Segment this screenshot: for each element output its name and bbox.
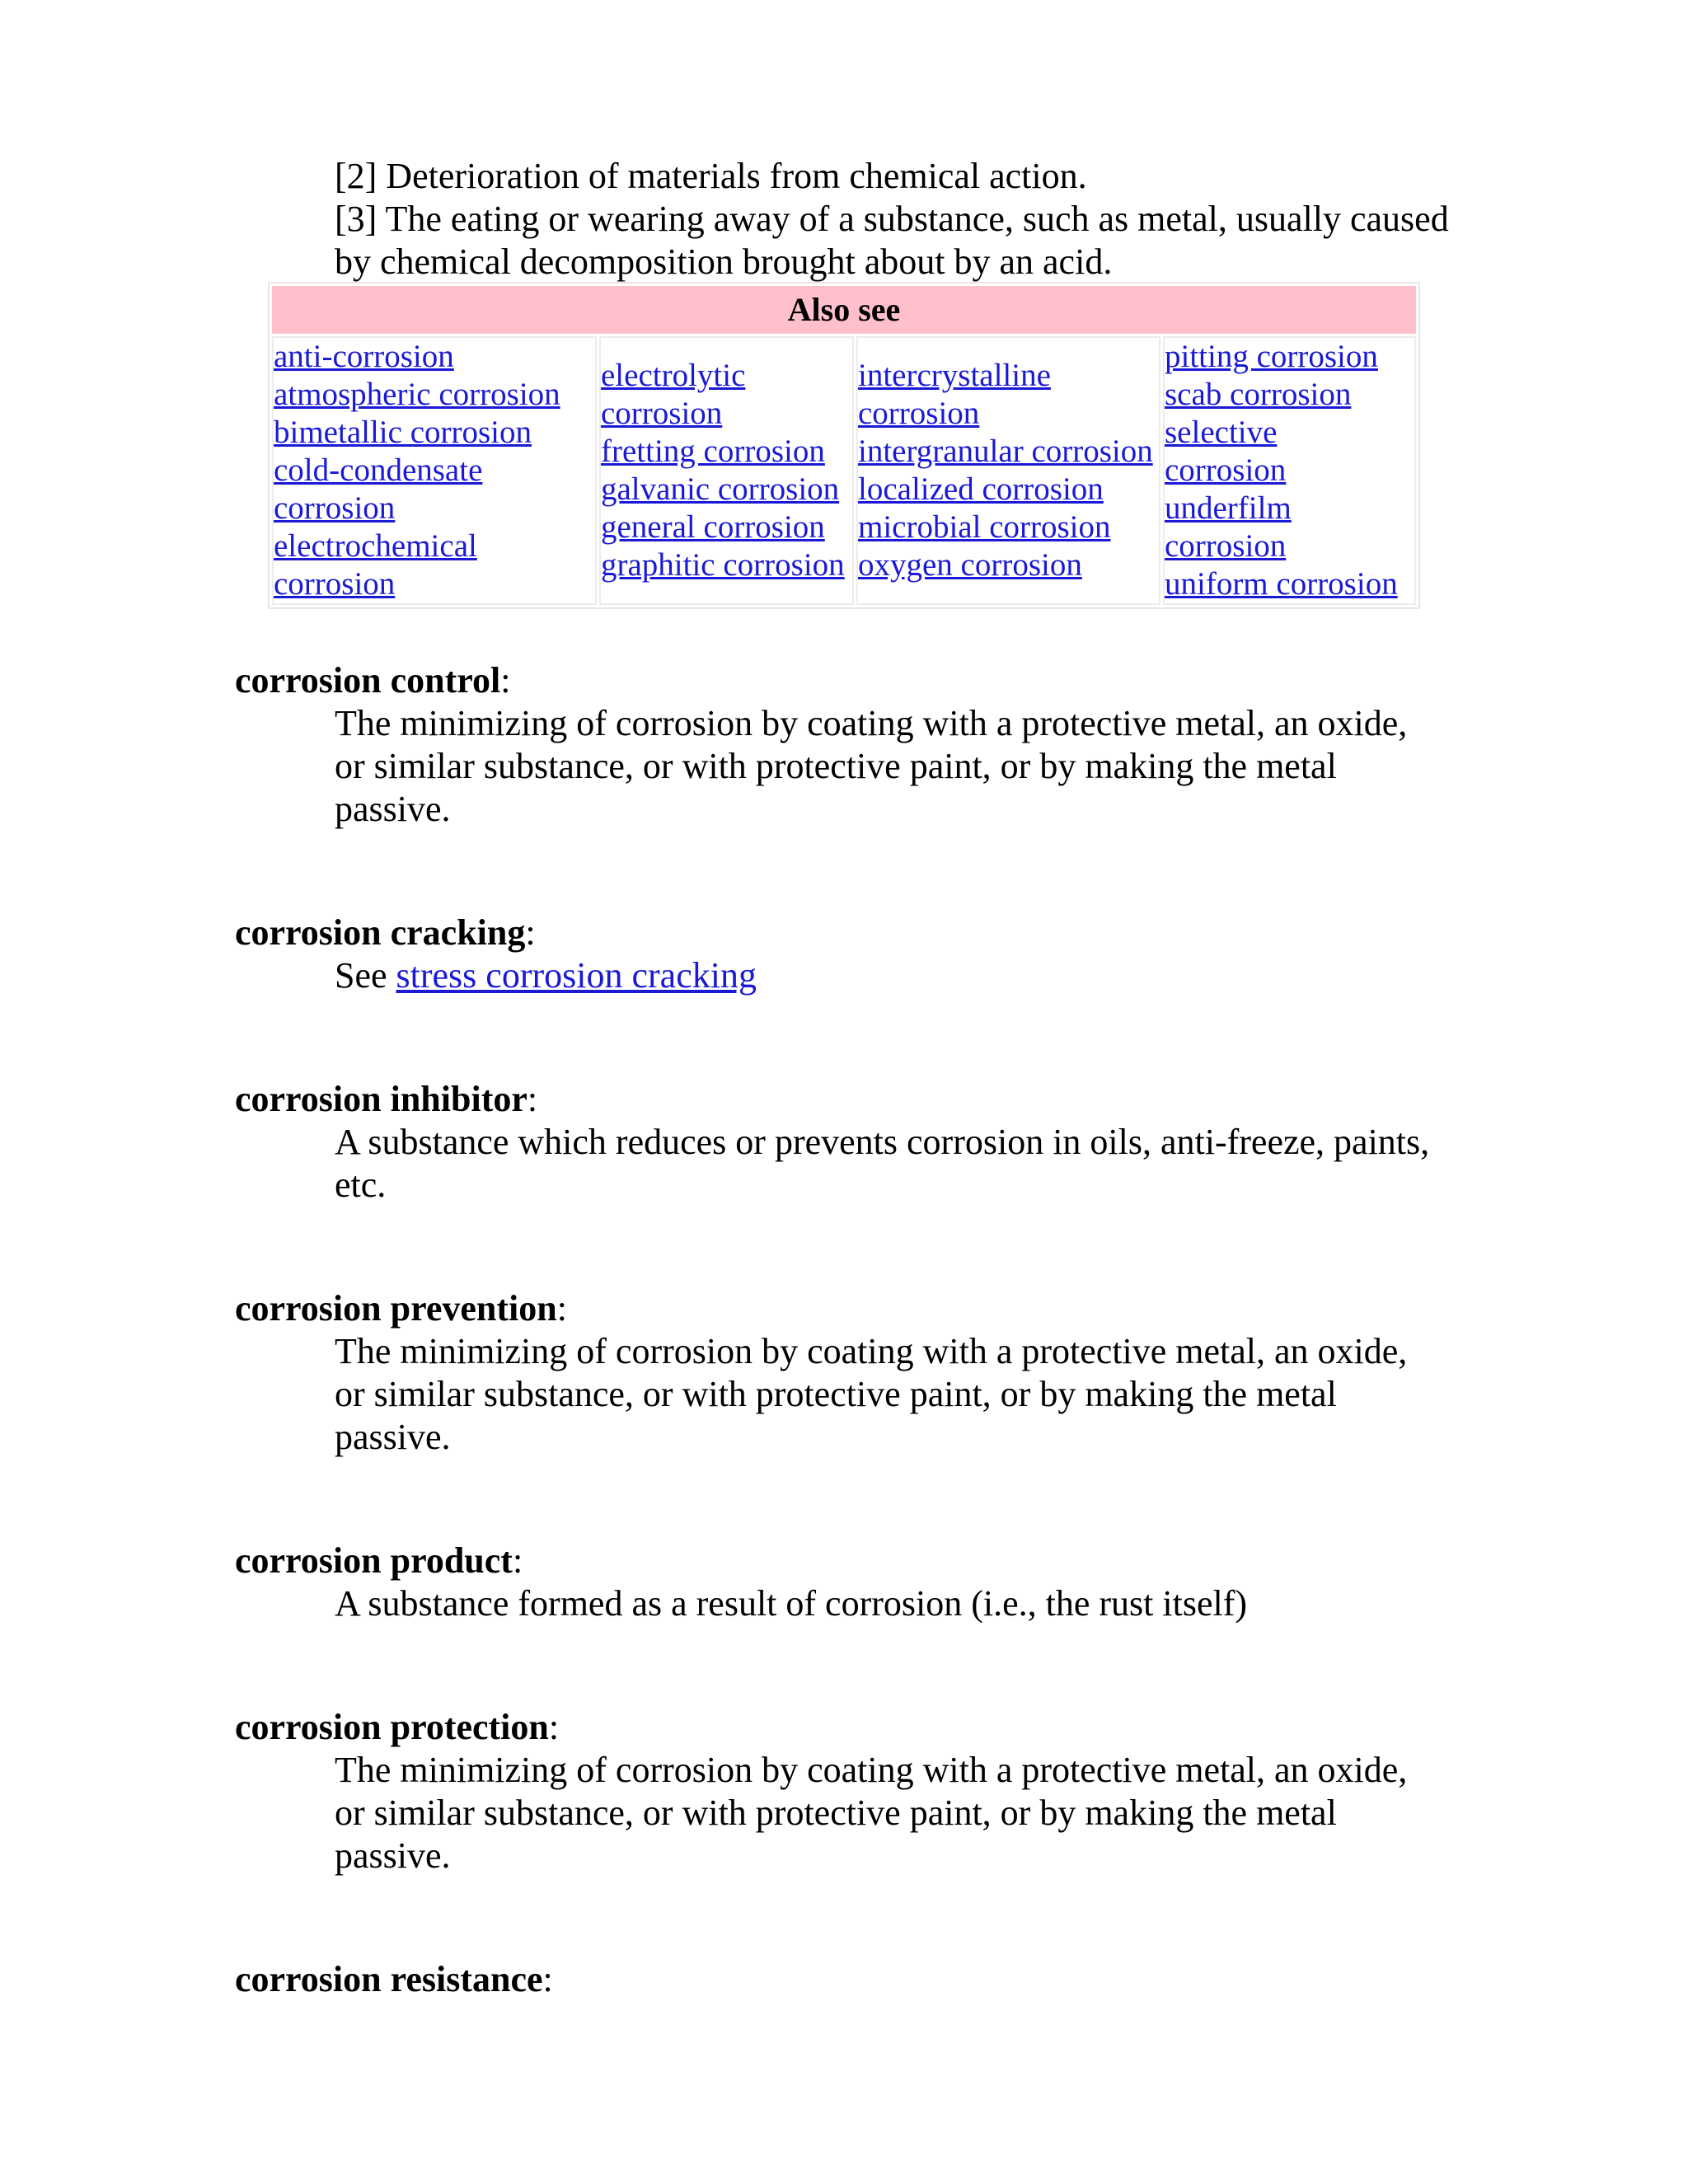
entry-definition: The minimizing of corrosion by coating with a protective metal, an oxide, or similar substance, or with protective paint, or by making the metal passive. <box>335 1331 1408 1457</box>
entry-corrosion-control <box>235 659 1471 831</box>
link-bimetallic-corrosion[interactable]: bimetallic corrosion <box>274 415 532 450</box>
entry-corrosion-resistance <box>235 1958 1471 2001</box>
term-text: corrosion prevention <box>235 1288 557 1329</box>
term-text: corrosion cracking <box>235 912 526 953</box>
link-localized-corrosion[interactable]: localized corrosion <box>858 471 1104 507</box>
entry-term <box>235 1958 1471 2001</box>
entry-term <box>235 912 1471 954</box>
link-selective-corrosion[interactable]: selective corrosion <box>1165 415 1287 488</box>
entry-term <box>235 1706 1471 1749</box>
link-underfilm-corrosion[interactable]: underfilm corrosion <box>1165 490 1292 564</box>
also-see-table <box>268 282 1420 609</box>
entry-term <box>235 1287 1471 1330</box>
link-anti-corrosion[interactable]: anti-corrosion <box>274 339 454 374</box>
term-separator: : <box>542 1959 553 1999</box>
glossary-entries <box>235 659 1471 2082</box>
link-pitting-corrosion[interactable]: pitting corrosion <box>1165 339 1378 374</box>
intro-definitions <box>335 155 1456 284</box>
link-electrolytic-corrosion[interactable]: electrolytic corrosion <box>601 358 746 431</box>
term-separator: : <box>512 1540 523 1581</box>
term-separator: : <box>556 1288 567 1329</box>
link-cold-condensate-corrosion[interactable]: cold-condensate corrosion <box>274 452 483 526</box>
term-text: corrosion inhibitor <box>235 1079 528 1119</box>
term-text: corrosion product <box>235 1540 513 1581</box>
entry-definition: The minimizing of corrosion by coating with a protective metal, an oxide, or similar substance, or with protective paint, or by making the metal passive. <box>335 703 1408 829</box>
also-see-column-4 <box>1163 336 1416 605</box>
entry-definition: A substance which reduces or prevents corrosion in oils, anti-freeze, paints, etc. <box>335 1122 1430 1205</box>
entry-definition <box>335 954 1439 997</box>
link-galvanic-corrosion[interactable]: galvanic corrosion <box>601 471 840 507</box>
also-see-column-3 <box>856 336 1160 605</box>
entry-corrosion-inhibitor <box>235 1078 1471 1207</box>
term-separator: : <box>548 1707 560 1747</box>
link-uniform-corrosion[interactable]: uniform corrosion <box>1165 566 1398 602</box>
entry-corrosion-prevention <box>235 1287 1471 1459</box>
entry-definition: The minimizing of corrosion by coating with a protective metal, an oxide, or similar substance, or with protective paint, or by making the metal passive. <box>335 1750 1408 1876</box>
link-general-corrosion[interactable]: general corrosion <box>601 509 825 545</box>
definition-3: [3] The eating or wearing away of a substance, such as metal, usually caused by chemical decomposition brought about by an acid. <box>335 199 1449 282</box>
term-text: corrosion resistance <box>235 1959 543 1999</box>
link-stress-corrosion-cracking[interactable]: stress corrosion cracking <box>396 955 757 996</box>
term-separator: : <box>500 660 511 701</box>
also-see-column-1 <box>272 336 597 605</box>
entry-corrosion-protection <box>235 1706 1471 1877</box>
entry-definition: A substance formed as a result of corrosion (i.e., the rust itself) <box>335 1583 1248 1624</box>
link-intergranular-corrosion[interactable]: intergranular corrosion <box>858 434 1153 469</box>
entry-corrosion-product <box>235 1540 1471 1625</box>
entry-term <box>235 1540 1471 1582</box>
link-atmospheric-corrosion[interactable]: atmospheric corrosion <box>274 377 560 412</box>
link-oxygen-corrosion[interactable]: oxygen corrosion <box>858 547 1082 583</box>
entry-term <box>235 1078 1471 1121</box>
term-separator: : <box>527 1079 538 1119</box>
term-text: corrosion control <box>235 660 501 701</box>
entry-term <box>235 659 1471 702</box>
link-fretting-corrosion[interactable]: fretting corrosion <box>601 434 825 469</box>
link-graphitic-corrosion[interactable]: graphitic corrosion <box>601 547 845 583</box>
link-intercrystalline-corrosion[interactable]: intercrystalline corrosion <box>858 358 1051 431</box>
see-prefix: See <box>335 955 396 996</box>
definition-2: [2] Deterioration of materials from chemical action. <box>335 156 1087 196</box>
term-separator: : <box>525 912 536 953</box>
link-microbial-corrosion[interactable]: microbial corrosion <box>858 509 1111 545</box>
link-scab-corrosion[interactable]: scab corrosion <box>1165 377 1352 412</box>
also-see-heading: Also see <box>272 286 1416 334</box>
term-text: corrosion protection <box>235 1707 549 1747</box>
also-see-column-2 <box>599 336 854 605</box>
entry-corrosion-cracking <box>235 912 1471 997</box>
link-electrochemical-corrosion[interactable]: electrochemical corrosion <box>274 528 477 602</box>
